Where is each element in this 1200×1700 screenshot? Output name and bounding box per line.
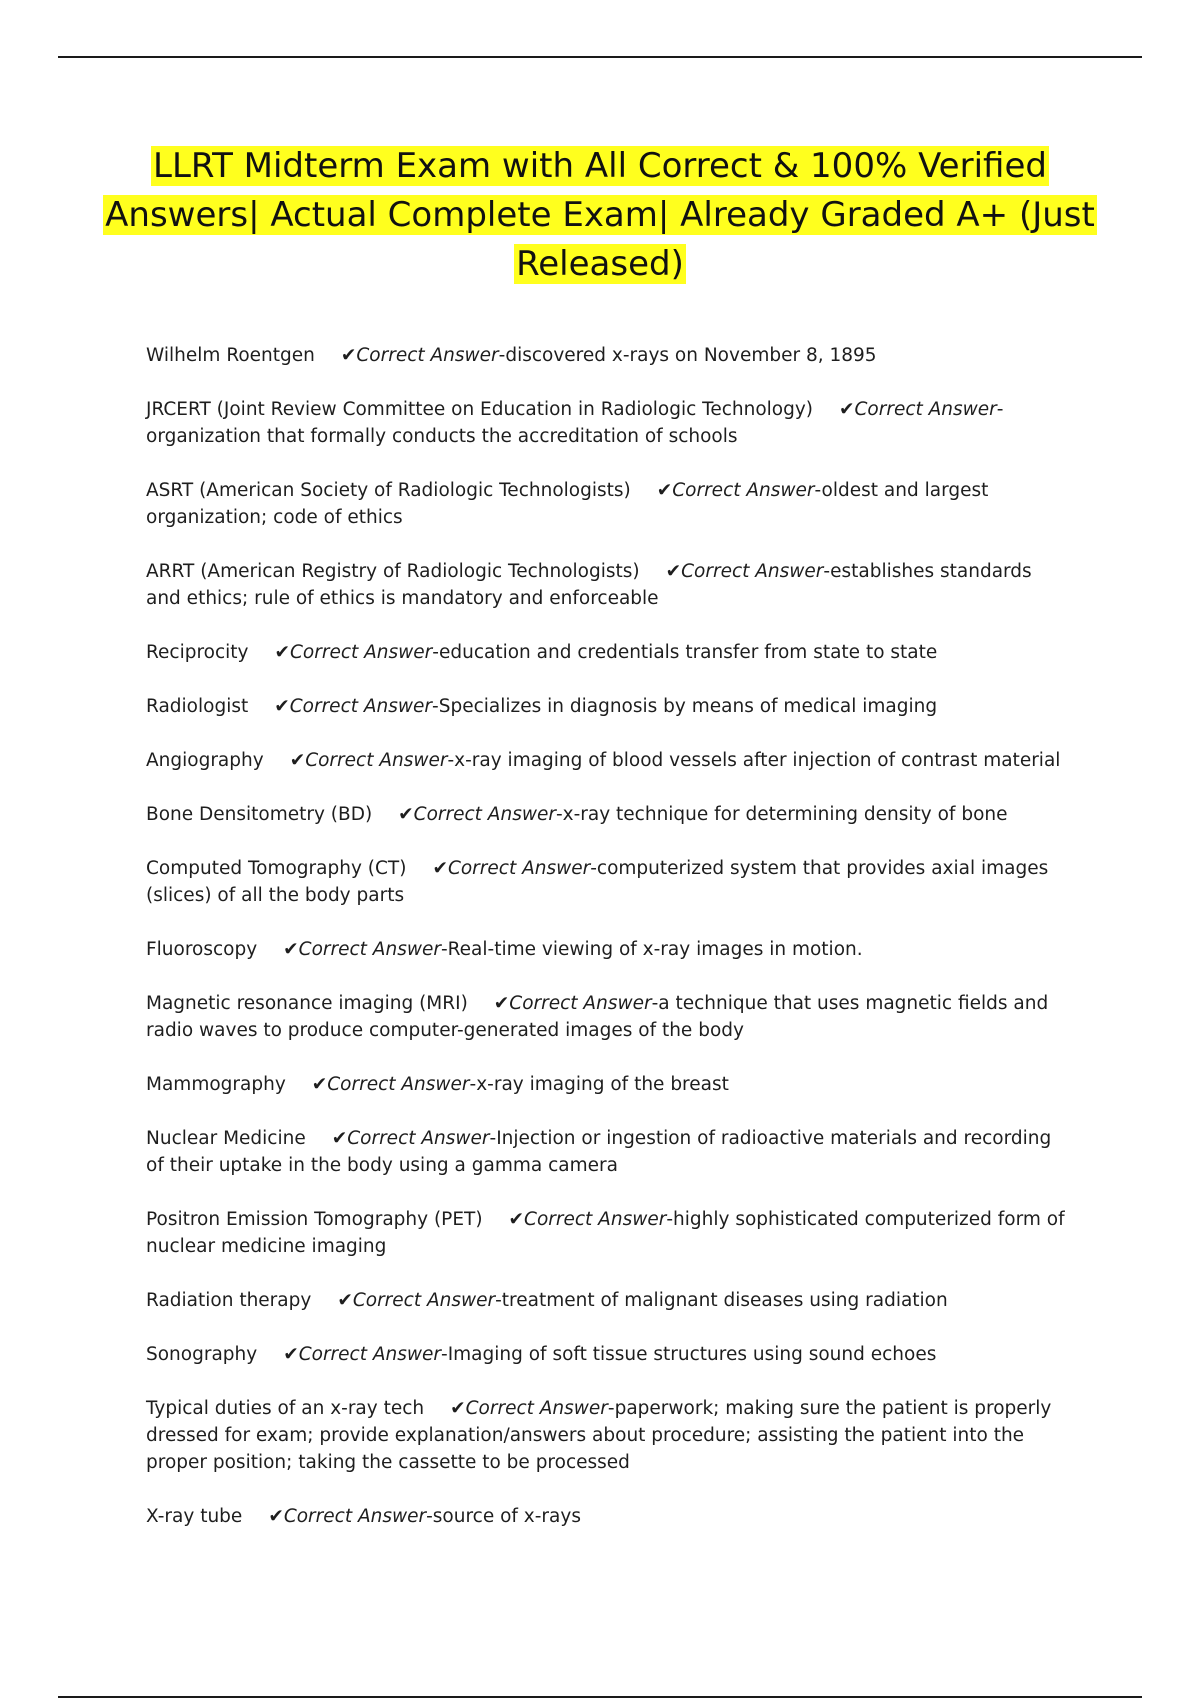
qa-item [146, 1071, 1066, 1098]
qa-answer: highly sophisticated computerized form of nuclear medicine imaging [146, 1209, 1065, 1257]
qa-item [146, 1125, 1066, 1179]
correct-answer-label: ✔Correct Answer [508, 1209, 667, 1230]
correct-answer-label: ✔Correct Answer [450, 1398, 608, 1419]
qa-term: Radiologist [146, 696, 249, 717]
answer-separator: - [441, 1344, 448, 1365]
correct-answer-label: ✔Correct Answer [839, 399, 997, 420]
qa-term: Mammography [146, 1074, 286, 1095]
correct-answer-label: ✔Correct Answer [665, 561, 824, 582]
qa-term: Nuclear Medicine [146, 1128, 306, 1149]
answer-separator: - [495, 1290, 502, 1311]
qa-item [146, 1503, 1066, 1530]
qa-item [146, 1206, 1066, 1260]
answer-separator: - [607, 1398, 615, 1419]
qa-item [146, 396, 1066, 450]
qa-item [146, 990, 1066, 1044]
qa-item [146, 801, 1066, 828]
qa-item [146, 342, 1066, 369]
correct-answer-label: ✔Correct Answer [337, 1290, 496, 1311]
qa-list [146, 342, 1066, 1557]
correct-answer-label: ✔Correct Answer [340, 345, 499, 366]
qa-item [146, 1341, 1066, 1368]
qa-item [146, 1287, 1066, 1314]
qa-item [146, 1395, 1066, 1476]
qa-term: Positron Emission Tomography (PET) [146, 1209, 483, 1230]
answer-separator: - [498, 345, 506, 366]
correct-answer-label: ✔Correct Answer [398, 804, 556, 825]
qa-term: Typical duties of an x-ray tech [146, 1398, 425, 1419]
highlighted-title-text: LLRT Midterm Exam with All Correct & 100% Verified Answers| Actual Complete Exam| Already Graded A+ (Just Released) [105, 146, 1095, 284]
qa-term: Angiography [146, 750, 264, 771]
correct-answer-label: ✔Correct Answer [274, 696, 433, 717]
qa-answer: paperwork; making sure the patient is properly dressed for exam; provide explanation/answers about procedure; assisting the patient into the proper position; taking the cassette to be processed [146, 1398, 1052, 1473]
qa-answer: source of x-rays [432, 1506, 581, 1527]
qa-item [146, 639, 1066, 666]
title-block [100, 142, 1100, 289]
correct-answer-label: ✔Correct Answer [331, 1128, 490, 1149]
qa-term: Magnetic resonance imaging (MRI) [146, 993, 468, 1014]
qa-answer: organization that formally conducts the accreditation of schools [146, 426, 738, 447]
qa-answer: treatment of malignant diseases using radiation [501, 1290, 948, 1311]
page-title [100, 142, 1100, 289]
footer-rule [58, 1696, 1142, 1698]
header-rule [58, 56, 1142, 58]
qa-term: ASRT (American Society of Radiologic Technologists) [146, 480, 631, 501]
correct-answer-label: ✔Correct Answer [268, 1506, 427, 1527]
qa-answer: Real-time viewing of x-ray images in motion. [447, 939, 863, 960]
qa-item [146, 936, 1066, 963]
qa-term: Reciprocity [146, 642, 249, 663]
correct-answer-label: ✔Correct Answer [283, 939, 441, 960]
answer-separator: - [440, 939, 448, 960]
qa-item [146, 855, 1066, 909]
qa-item [146, 693, 1066, 720]
qa-term: Sonography [146, 1344, 258, 1365]
qa-answer: Injection or ingestion of radioactive materials and recording of their uptake in the body using a gamma camera [146, 1128, 1052, 1176]
qa-answer: Imaging of soft tissue structures using sound echoes [447, 1344, 937, 1365]
answer-separator: - [432, 696, 439, 717]
qa-answer: establishes standards and ethics; rule of ethics is mandatory and enforceable [146, 561, 1032, 609]
correct-answer-label: ✔Correct Answer [274, 642, 433, 663]
qa-answer: education and credentials transfer from state to state [438, 642, 938, 663]
answer-separator: - [590, 858, 597, 879]
qa-term: X-ray tube [146, 1506, 243, 1527]
answer-separator: - [432, 642, 439, 663]
answer-separator: - [996, 399, 1004, 420]
qa-answer: oldest and largest organization; code of ethics [146, 480, 989, 528]
answer-separator: - [426, 1506, 433, 1527]
qa-answer: discovered x-rays on November 8, 1895 [505, 345, 877, 366]
answer-separator: - [469, 1074, 477, 1095]
qa-answer: Specializes in diagnosis by means of medical imaging [438, 696, 938, 717]
qa-item [146, 747, 1066, 774]
answer-separator: - [447, 750, 455, 771]
correct-answer-label: ✔Correct Answer [311, 1074, 470, 1095]
qa-answer: a technique that uses magnetic fields and radio waves to produce computer-generated images of the body [146, 993, 1049, 1041]
answer-separator: - [489, 1128, 497, 1149]
qa-term: JRCERT (Joint Review Committee on Education in Radiologic Technology) [146, 399, 814, 420]
qa-term: Computed Tomography (CT) [146, 858, 407, 879]
qa-answer: computerized system that provides axial images (slices) of all the body parts [146, 858, 1049, 906]
qa-term: Wilhelm Roentgen [146, 345, 315, 366]
qa-answer: x-ray imaging of the breast [476, 1074, 729, 1095]
qa-answer: x-ray imaging of blood vessels after injection of contrast material [454, 750, 1061, 771]
correct-answer-label: ✔Correct Answer [283, 1344, 441, 1365]
qa-answer: x-ray technique for determining density of bone [562, 804, 1008, 825]
answer-separator: - [814, 480, 822, 501]
answer-separator: - [666, 1209, 674, 1230]
qa-item [146, 477, 1066, 531]
qa-term: Fluoroscopy [146, 939, 258, 960]
qa-item [146, 558, 1066, 612]
answer-separator: - [555, 804, 563, 825]
qa-term: ARRT (American Registry of Radiologic Technologists) [146, 561, 640, 582]
correct-answer-label: ✔Correct Answer [656, 480, 815, 501]
correct-answer-label: ✔Correct Answer [493, 993, 652, 1014]
qa-term: Bone Densitometry (BD) [146, 804, 373, 825]
correct-answer-label: ✔Correct Answer [289, 750, 448, 771]
correct-answer-label: ✔Correct Answer [432, 858, 591, 879]
qa-term: Radiation therapy [146, 1290, 312, 1311]
answer-separator: - [651, 993, 659, 1014]
answer-separator: - [823, 561, 831, 582]
